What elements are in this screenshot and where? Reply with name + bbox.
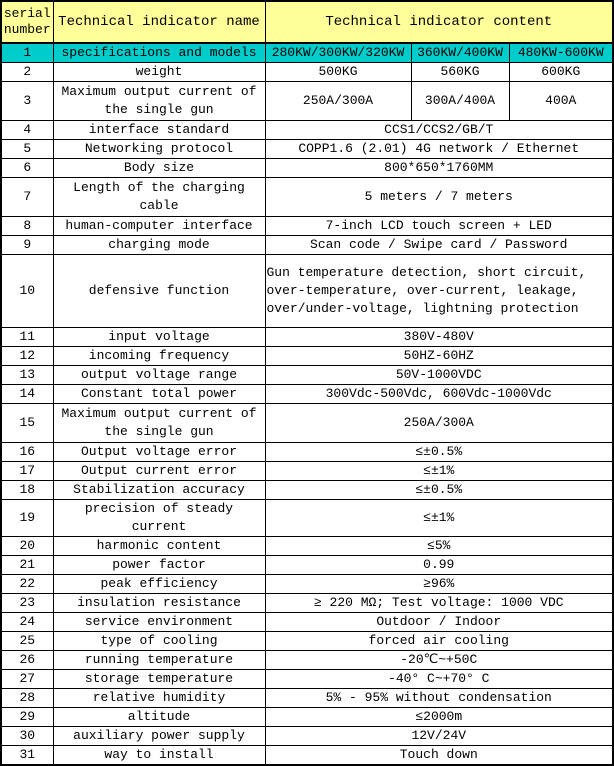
table-row bbox=[1, 121, 613, 140]
indicator-name-cell: human-computer interface bbox=[53, 217, 265, 236]
table-row bbox=[1, 500, 613, 537]
indicator-name-cell: peak efficiency bbox=[53, 575, 265, 594]
table-row bbox=[1, 651, 613, 670]
serial-number-cell: 16 bbox=[1, 443, 53, 462]
indicator-value-cell: 360KW/400KW bbox=[411, 43, 509, 63]
serial-number-cell: 27 bbox=[1, 670, 53, 689]
table-row bbox=[1, 462, 613, 481]
indicator-name-cell: output voltage range bbox=[53, 366, 265, 385]
table-row bbox=[1, 217, 613, 236]
indicator-name-cell: Body size bbox=[53, 159, 265, 178]
indicator-name-cell: Maximum output current of the single gun bbox=[53, 404, 265, 443]
serial-number-cell: 15 bbox=[1, 404, 53, 443]
indicator-name-cell: type of cooling bbox=[53, 632, 265, 651]
indicator-value-cell: 560KG bbox=[411, 63, 509, 82]
table-row bbox=[1, 689, 613, 708]
table-row bbox=[1, 670, 613, 689]
indicator-name-cell: way to install bbox=[53, 746, 265, 766]
indicator-name-cell: storage temperature bbox=[53, 670, 265, 689]
indicator-name-cell: Output voltage error bbox=[53, 443, 265, 462]
indicator-name-cell: relative humidity bbox=[53, 689, 265, 708]
header-indicator-name: Technical indicator name bbox=[53, 1, 265, 43]
table-row bbox=[1, 594, 613, 613]
indicator-name-cell: Maximum output current of the single gun bbox=[53, 82, 265, 121]
header-row bbox=[1, 1, 613, 43]
indicator-name-cell: altitude bbox=[53, 708, 265, 727]
table-row bbox=[1, 556, 613, 575]
table-row bbox=[1, 63, 613, 82]
serial-number-cell: 9 bbox=[1, 236, 53, 255]
indicator-name-cell: insulation resistance bbox=[53, 594, 265, 613]
indicator-name-cell: specifications and models bbox=[53, 43, 265, 63]
table-row bbox=[1, 727, 613, 746]
indicator-value-cell: ≤±0.5% bbox=[265, 443, 613, 462]
serial-number-cell: 23 bbox=[1, 594, 53, 613]
indicator-value-cell: COPP1.6 (2.01) 4G network / Ethernet bbox=[265, 140, 613, 159]
indicator-value-cell: ≥96% bbox=[265, 575, 613, 594]
table-row bbox=[1, 347, 613, 366]
table-row bbox=[1, 575, 613, 594]
serial-number-cell: 28 bbox=[1, 689, 53, 708]
serial-number-cell: 19 bbox=[1, 500, 53, 537]
header-indicator-content: Technical indicator content bbox=[265, 1, 613, 43]
indicator-name-cell: power factor bbox=[53, 556, 265, 575]
indicator-value-cell: 50HZ-60HZ bbox=[265, 347, 613, 366]
indicator-name-cell: Networking protocol bbox=[53, 140, 265, 159]
indicator-value-cell: Outdoor / Indoor bbox=[265, 613, 613, 632]
table-row bbox=[1, 366, 613, 385]
indicator-name-cell: running temperature bbox=[53, 651, 265, 670]
indicator-value-cell: 500KG bbox=[265, 63, 411, 82]
indicator-value-cell: ≥ 220 MΩ; Test voltage: 1000 VDC bbox=[265, 594, 613, 613]
indicator-name-cell: input voltage bbox=[53, 328, 265, 347]
indicator-value-cell: ≤±1% bbox=[265, 462, 613, 481]
indicator-name-cell: Output current error bbox=[53, 462, 265, 481]
indicator-value-cell: 280KW/300KW/320KW bbox=[265, 43, 411, 63]
indicator-name-cell: weight bbox=[53, 63, 265, 82]
serial-number-cell: 7 bbox=[1, 178, 53, 217]
table-row bbox=[1, 613, 613, 632]
serial-number-cell: 20 bbox=[1, 537, 53, 556]
serial-number-cell: 22 bbox=[1, 575, 53, 594]
indicator-name-cell: Stabilization accuracy bbox=[53, 481, 265, 500]
indicator-name-cell: service environment bbox=[53, 613, 265, 632]
indicator-value-cell: ≤5% bbox=[265, 537, 613, 556]
indicator-name-cell: incoming frequency bbox=[53, 347, 265, 366]
indicator-value-cell: 7-inch LCD touch screen + LED bbox=[265, 217, 613, 236]
table-row bbox=[1, 236, 613, 255]
indicator-value-cell: -20℃~+50C bbox=[265, 651, 613, 670]
indicator-value-cell: -40° C~+70° C bbox=[265, 670, 613, 689]
table-row bbox=[1, 159, 613, 178]
table-row bbox=[1, 140, 613, 159]
serial-number-cell: 25 bbox=[1, 632, 53, 651]
indicator-value-cell: 250A/300A bbox=[265, 82, 411, 121]
indicator-name-cell: defensive function bbox=[53, 255, 265, 328]
indicator-name-cell: Length of the charging cable bbox=[53, 178, 265, 217]
serial-number-cell: 11 bbox=[1, 328, 53, 347]
serial-number-cell: 8 bbox=[1, 217, 53, 236]
table-row bbox=[1, 708, 613, 727]
indicator-value-cell: Gun temperature detection, short circuit, over-temperature, over-current, leakage, over/under-voltage, lightning protection bbox=[265, 255, 613, 328]
serial-number-cell: 3 bbox=[1, 82, 53, 121]
table-row bbox=[1, 385, 613, 404]
indicator-value-cell: Scan code / Swipe card / Password bbox=[265, 236, 613, 255]
table-row bbox=[1, 404, 613, 443]
serial-number-cell: 10 bbox=[1, 255, 53, 328]
indicator-value-cell: 300Vdc-500Vdc, 600Vdc-1000Vdc bbox=[265, 385, 613, 404]
indicator-value-cell: ≤±0.5% bbox=[265, 481, 613, 500]
indicator-value-cell: ≤±1% bbox=[265, 500, 613, 537]
table-row bbox=[1, 82, 613, 121]
indicator-value-cell: CCS1/CCS2/GB/T bbox=[265, 121, 613, 140]
table-row bbox=[1, 443, 613, 462]
serial-number-cell: 14 bbox=[1, 385, 53, 404]
serial-number-cell: 4 bbox=[1, 121, 53, 140]
table-row bbox=[1, 43, 613, 63]
serial-number-cell: 12 bbox=[1, 347, 53, 366]
table-row bbox=[1, 746, 613, 766]
table-row bbox=[1, 328, 613, 347]
serial-number-cell: 30 bbox=[1, 727, 53, 746]
indicator-value-cell: 50V-1000VDC bbox=[265, 366, 613, 385]
serial-number-cell: 18 bbox=[1, 481, 53, 500]
serial-number-cell: 26 bbox=[1, 651, 53, 670]
indicator-value-cell: 600KG bbox=[509, 63, 613, 82]
indicator-value-cell: 12V/24V bbox=[265, 727, 613, 746]
indicator-value-cell: ≤2000m bbox=[265, 708, 613, 727]
indicator-value-cell: 300A/400A bbox=[411, 82, 509, 121]
serial-number-cell: 2 bbox=[1, 63, 53, 82]
indicator-value-cell: 5 meters / 7 meters bbox=[265, 178, 613, 217]
header-serial-number: serial number bbox=[1, 1, 53, 43]
serial-number-cell: 24 bbox=[1, 613, 53, 632]
indicator-value-cell: 250A/300A bbox=[265, 404, 613, 443]
indicator-value-cell: 5% - 95% without condensation bbox=[265, 689, 613, 708]
indicator-name-cell: charging mode bbox=[53, 236, 265, 255]
table-row bbox=[1, 632, 613, 651]
indicator-value-cell: 380V-480V bbox=[265, 328, 613, 347]
table-row bbox=[1, 178, 613, 217]
indicator-value-cell: 800*650*1760MM bbox=[265, 159, 613, 178]
indicator-value-cell: 0.99 bbox=[265, 556, 613, 575]
indicator-name-cell: interface standard bbox=[53, 121, 265, 140]
indicator-name-cell: harmonic content bbox=[53, 537, 265, 556]
table-row bbox=[1, 481, 613, 500]
serial-number-cell: 1 bbox=[1, 43, 53, 63]
spec-table-body bbox=[1, 43, 613, 765]
serial-number-cell: 6 bbox=[1, 159, 53, 178]
table-row bbox=[1, 537, 613, 556]
indicator-value-cell: Touch down bbox=[265, 746, 613, 766]
serial-number-cell: 5 bbox=[1, 140, 53, 159]
indicator-value-cell: 400A bbox=[509, 82, 613, 121]
indicator-name-cell: Constant total power bbox=[53, 385, 265, 404]
serial-number-cell: 21 bbox=[1, 556, 53, 575]
indicator-name-cell: auxiliary power supply bbox=[53, 727, 265, 746]
indicator-name-cell: precision of steady current bbox=[53, 500, 265, 537]
serial-number-cell: 13 bbox=[1, 366, 53, 385]
serial-number-cell: 31 bbox=[1, 746, 53, 766]
indicator-value-cell: forced air cooling bbox=[265, 632, 613, 651]
serial-number-cell: 17 bbox=[1, 462, 53, 481]
table-row bbox=[1, 255, 613, 328]
indicator-value-cell: 480KW-600KW bbox=[509, 43, 613, 63]
serial-number-cell: 29 bbox=[1, 708, 53, 727]
